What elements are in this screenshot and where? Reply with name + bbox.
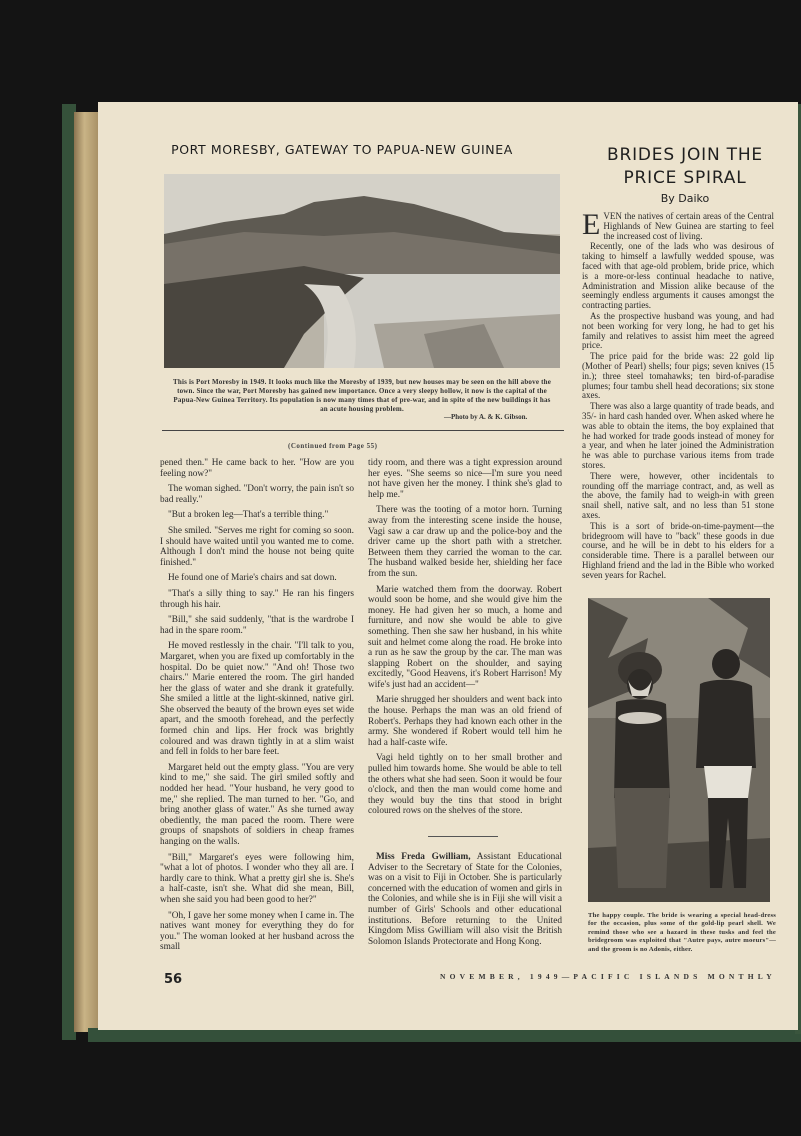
article-lead: VEN the natives of certain areas of the Central Highlands of New Guinea are starting to feel the increased cost of living.: [603, 211, 774, 241]
story-paragraph: tidy room, and there was a tight expression around her eyes. "She seems so nice—I'm sure you need not have given her the money. I think she's glad to help me.": [368, 458, 562, 500]
news-divider: [428, 836, 498, 837]
cover-edge: [88, 1028, 801, 1042]
story-paragraph: pened then." He came back to her. "How are you feeling now?": [160, 458, 354, 479]
story-column-1: [160, 458, 354, 958]
port-moresby-photo: [164, 174, 560, 368]
magazine-page: [98, 102, 798, 1030]
story-paragraph: Margaret held out the empty glass. "You are very kind to me," she said. The girl smiled softly and nodded her head. "Your husband, he very good to me," she replied. The man turned to her. "Go, and bring another glass of water." As she turned away obediently, the man paced the room. There were groups of snapshots of soldiers in cheap frames hanging on the walls.: [160, 762, 354, 847]
article-column: [582, 208, 774, 581]
article-paragraph: There were, however, other incidentals to rounding off the marriage contract, and, as well as the above, the family had to weigh-in with green snail shell, native salt, and no less than 51 stone axes.: [582, 470, 774, 520]
story-paragraph: There was the tooting of a motor horn. Turning away from the interesting scene inside the house, Vagi saw a car draw up and the police-boy and the driver came up the short path with a stretcher. Between them they carried the woman to the car. The husband walked beside her, shielding her face from the sun.: [368, 505, 562, 579]
divider-rule: [162, 430, 564, 431]
news-item: [368, 852, 562, 952]
magazine-footer: NOVEMBER, 1949—PACIFIC ISLANDS MONTHLY: [440, 972, 776, 981]
story-paragraph: Marie watched them from the doorway. Robert would soon be home, and she would give him the money. He had given her so much, a home and furniture, and now she would be able to give something. Then she saw her husband, in his white suit and helmet come along the road. He broke into a run as he saw the group by the car. The man was slapping Robert on the shoulder, and saying excitedly, "Good Heavens, it's Robert Harrison! My wife's just had an accident—": [368, 584, 562, 690]
news-item-name: Miss Freda Gwilliam,: [376, 852, 471, 862]
article-title: [572, 144, 798, 190]
story-paragraph: "Bill," she said suddenly, "that is the wardrobe I had in the spare room.": [160, 615, 354, 636]
couple-photo: [588, 598, 770, 902]
article-title-line-2: PRICE SPIRAL: [623, 168, 747, 188]
couple-photo-caption: The happy couple. The bride is wearing a special head-dress for the occasion, plus some of the gold-lip pearl shell. We remind those who see a hazard in these tusks and feel the bridegroom was exploited that "Autre pays, autre moeurs"—and the groom is no Adonis, either.: [588, 912, 776, 953]
article-paragraph: As the prospective husband was young, and had not been working for very long, he had to get his family and relatives to assist him meet the agreed price.: [582, 310, 774, 351]
page-edges: [74, 112, 100, 1032]
article-paragraph: The price paid for the bride was: 22 gold lip (Mother of Pearl) shells; four pigs; seven knives (15 in.); three steel tomahawks; ten bird-of-paradise plumes; four tambu shell head decorations; six stone axes.: [582, 351, 774, 401]
photo-caption: This is Port Moresby in 1949. It looks much like the Moresby of 1939, but new houses may be seen on the hill above the town. Since the war, Port Moresby has gained new importance. Once a very sleepy hollow, it now is the capital of the Papua-New Guinea Territory. Its population is now many times that of pre-war, and in spite of the new buildings it has an acute housing problem.: [172, 378, 552, 413]
story-paragraph: He moved restlessly in the chair. "I'll talk to you, Margaret, when you are fixed up comfortably in the hospital. Do be quiet now." "And oh! Those two chairs." Marie entered the room. The girl handed her the glass of water and she drank it gratefully. She smiled a little at the light-skinned, native girl. She observed the beauty of the brown eyes set wide apart, and the smooth forehead, and the perfectly formed chin and lips. Her frock was brightly coloured and was drawn tightly in at a slim waist and fell in folds to her bare feet.: [160, 641, 354, 758]
continued-note: (Continued from Page 55): [288, 442, 378, 450]
photo-credit: —Photo by A. & K. Gibson.: [444, 413, 528, 421]
article-paragraph: There was also a large quantity of trade beads, and 35/- in hard cash handed over. When asked where he was able to obtain the items, the boy explained that he had worked for trade goods instead of money for a year, and when he later joined the Administration he was able to purchase various items from trade stores.: [582, 401, 774, 470]
story-paragraph: Marie shrugged her shoulders and went back into the house. Perhaps the man was an old friend of Robert's. Perhaps they had known each other in the army. She wondered if Robert would tell him he had a half-caste wife.: [368, 695, 562, 748]
story-column-2: [368, 458, 562, 822]
story-paragraph: Vagi held tightly on to her small brother and pulled him towards home. She would be able to tell the others what she had seen. Soon it would be four o'clock, and then the man would come home and they would buy the tins that stood in bright coloured rows on the shelves of the store.: [368, 753, 562, 817]
story-paragraph: "Oh, I gave her some money when I came in. The natives want money for everything they do for you." The woman looked at her husband across the small: [160, 910, 354, 953]
article-paragraph: This is a sort of bride-on-time-payment—the bridegroom will have to "back" these goods in due course, and he will be in debt to his elders for a considerable time. There is a parallel between our Highland friend and the lad in the Bible who worked seven years for Rachel.: [582, 520, 774, 580]
story-paragraph: She smiled. "Serves me right for coming so soon. I should have waited until you wanted me to come. Although I don't mind the house not being quite finished.": [160, 525, 354, 568]
article-byline: By Daiko: [660, 192, 710, 205]
drop-cap: E: [582, 208, 601, 241]
news-item-text: Assistant Educational Adviser to the Secretary of State for the Colonies, was on a visit to Fiji in October. She is particularly concerned with the education of women and girls in the Colonies, and while she is in Fiji she will visit a number of Girls' Schools and other educational institutions. Before returning to the United Kingdom Miss Gwilliam will also visit the British Solomon Islands Protectorate and Hong Kong.: [368, 852, 562, 947]
article-paragraph: Recently, one of the lads who was desirous of taking to himself a lawfully wedded spouse, was faced with that age-old problem, bride price, which is a more-or-less continual headache to native, Administration and Mission alike because of the seemingly endless arguments it causes amongst the contracting parties.: [582, 241, 774, 311]
page-number: 56: [164, 972, 183, 987]
story-paragraph: "Bill," Margaret's eyes were following him, "what a lot of photos. I wonder who they all are. I hardly care to think. What a pretty girl she is. She's a half-caste, isn't she. What did she mean, Bill, when she said you had been good to her?": [160, 852, 354, 905]
story-paragraph: He found one of Marie's chairs and sat down.: [168, 573, 337, 584]
article-title-line-1: BRIDES JOIN THE: [607, 145, 763, 165]
story-paragraph: The woman sighed. "Don't worry, the pain isn't so bad really.": [160, 484, 354, 505]
story-paragraph: "That's a silly thing to say." He ran his fingers through his hair.: [160, 588, 354, 610]
page-header: PORT MORESBY, GATEWAY TO PAPUA-NEW GUINEA: [171, 142, 513, 157]
story-paragraph: "But a broken leg—That's a terrible thing.": [168, 510, 329, 521]
